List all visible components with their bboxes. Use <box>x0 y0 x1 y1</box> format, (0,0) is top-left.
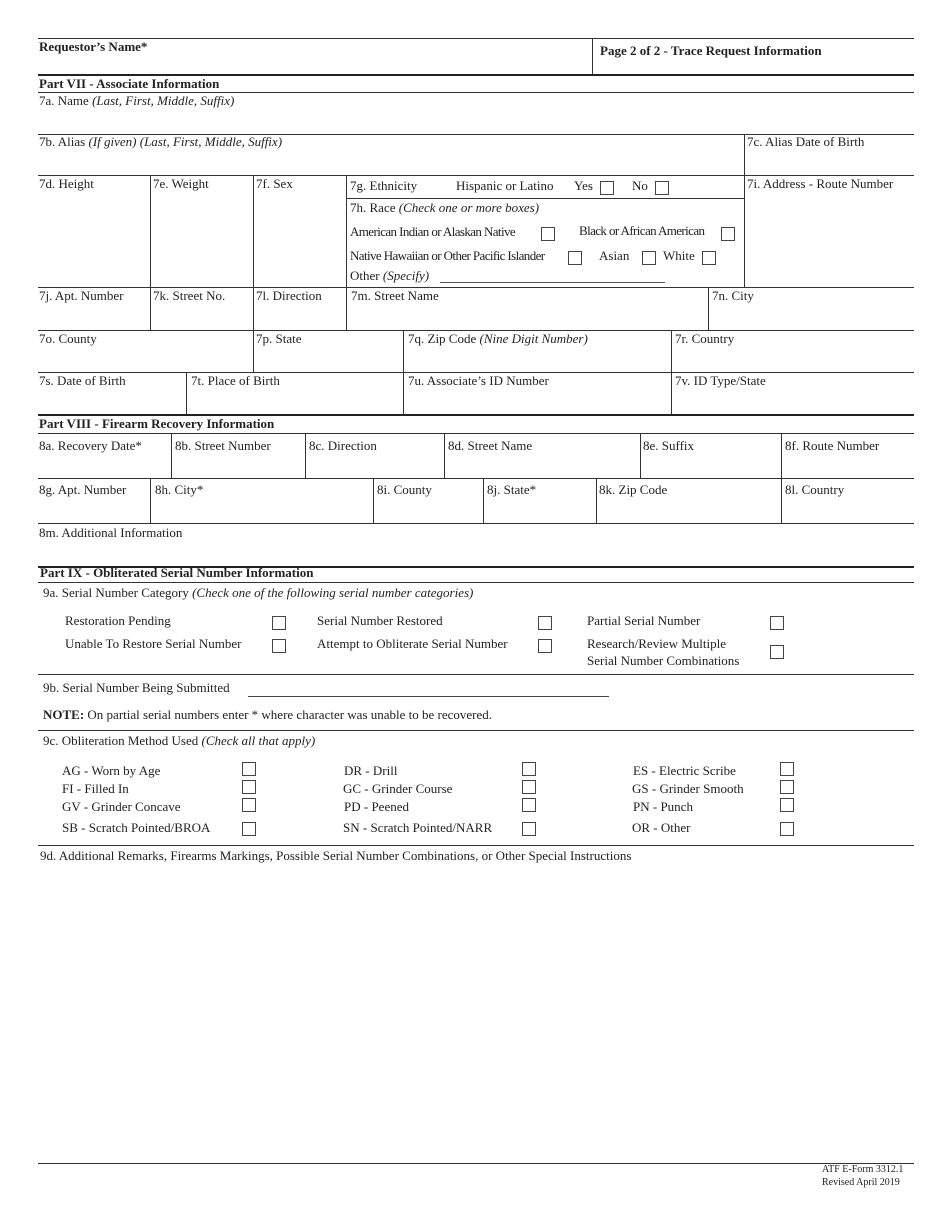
field-9c-hint: (Check all that apply) <box>201 733 316 748</box>
field-7b-input[interactable] <box>39 152 739 172</box>
field-7a-input[interactable] <box>39 110 909 132</box>
field-7b-hint-given: (If given) <box>88 134 137 149</box>
race-other-hint: (Specify) <box>382 268 430 283</box>
row-8m-rule <box>38 523 914 524</box>
method-gs-checkbox[interactable] <box>780 780 794 794</box>
row-9b-rule <box>38 674 914 675</box>
method-es-label: ES - Electric Scribe <box>633 763 736 778</box>
race-nhpi-label: Native Hawaiian or Other Pacific Islander <box>350 248 545 263</box>
field-7r-label: 7r. Country <box>675 331 735 346</box>
field-8e-input[interactable] <box>643 455 777 475</box>
note-text: On partial serial numbers enter * where character was unable to be recovered. <box>87 707 493 722</box>
field-7l-label: 7l. Direction <box>256 288 322 303</box>
row-9d-rule <box>38 845 914 846</box>
field-7r-input[interactable] <box>675 349 910 369</box>
field-8g-label: 8g. Apt. Number <box>39 482 127 497</box>
field-7q-number: 7q. Zip Code <box>408 331 477 346</box>
field-7a-hint: (Last, First, Middle, Suffix) <box>92 93 235 108</box>
field-7h-number: 7h. Race <box>350 200 396 215</box>
ethnicity-yes-label: Yes <box>574 178 593 193</box>
field-7b-hint: (Last, First, Middle, Suffix) <box>139 134 283 149</box>
part9-title: Part IX - Obliterated Serial Number Information <box>40 565 314 580</box>
part8-title-rule <box>38 433 914 434</box>
method-pd-label: PD - Peened <box>344 799 409 814</box>
field-7o-label: 7o. County <box>39 331 97 346</box>
field-7l-input[interactable] <box>256 306 342 328</box>
field-9a-hint: (Check one of the following serial number categories) <box>192 585 474 600</box>
row-7h-rule <box>346 198 744 199</box>
field-7m-label: 7m. Street Name <box>351 288 439 303</box>
col-8h-divider <box>150 478 151 523</box>
requestor-name-label: Requestor’s Name* <box>39 39 148 54</box>
field-7u-label: 7u. Associate’s ID Number <box>408 373 549 388</box>
field-7m-input[interactable] <box>351 306 703 328</box>
field-7e-label: 7e. Weight <box>153 176 209 191</box>
field-7p-input[interactable] <box>256 349 399 369</box>
method-pn-checkbox[interactable] <box>780 798 794 812</box>
cat-restored-checkbox[interactable] <box>538 616 552 630</box>
field-8j-input[interactable] <box>487 500 592 520</box>
race-black-checkbox[interactable] <box>721 227 735 241</box>
col-7p-divider <box>253 330 254 372</box>
page-indicator: Page 2 of 2 - Trace Request Information <box>600 43 822 58</box>
field-8j-label: 8j. State* <box>487 482 537 497</box>
col-7f-divider <box>253 175 254 330</box>
field-8c-input[interactable] <box>309 455 440 475</box>
col-8e-divider <box>640 433 641 478</box>
field-7n-label: 7n. City <box>712 288 754 303</box>
field-7q-label <box>408 332 588 345</box>
cat-attempt-label: Attempt to Obliterate Serial Number <box>317 636 508 651</box>
method-pd-checkbox[interactable] <box>522 798 536 812</box>
method-gv-label: GV - Grinder Concave <box>62 799 181 814</box>
cat-research-label-1: Research/Review Multiple <box>587 636 726 651</box>
cat-research-label-2: Serial Number Combinations <box>587 653 740 668</box>
note <box>43 708 492 721</box>
ethnicity-no-checkbox[interactable] <box>655 181 669 195</box>
field-9c-number: 9c. Obliteration Method Used <box>43 733 199 748</box>
method-pn-label: PN - Punch <box>633 799 693 814</box>
field-8l-input[interactable] <box>785 500 910 520</box>
field-7g-label: 7g. Ethnicity <box>350 178 418 193</box>
field-9d-label: 9d. Additional Remarks, Firearms Markings, Possible Serial Number Combinations, or Other Special Instructions <box>40 848 632 863</box>
field-8c-label: 8c. Direction <box>309 438 377 453</box>
cat-restoration-pending-checkbox[interactable] <box>272 616 286 630</box>
field-7t-input[interactable] <box>191 391 399 411</box>
field-7h-hint: (Check one or more boxes) <box>398 200 540 215</box>
field-9c-label <box>43 734 315 747</box>
field-8d-label: 8d. Street Name <box>448 438 533 453</box>
part7-title: Part VII - Associate Information <box>39 76 220 91</box>
cat-unable-label: Unable To Restore Serial Number <box>65 636 242 651</box>
header-divider <box>592 38 593 76</box>
method-or-label: OR - Other <box>632 820 691 835</box>
field-8f-input[interactable] <box>785 455 910 475</box>
field-8l-label: 8l. Country <box>785 482 845 497</box>
method-sb-label: SB - Scratch Pointed/BROA <box>62 820 211 835</box>
method-gs-label: GS - Grinder Smooth <box>632 781 744 796</box>
field-7j-input[interactable] <box>39 306 147 328</box>
col-8d-divider <box>444 433 445 478</box>
field-8i-label: 8i. County <box>377 482 432 497</box>
col-8c-divider <box>305 433 306 478</box>
field-7n-input[interactable] <box>712 306 910 328</box>
footer-rule <box>38 1163 914 1164</box>
header-top-rule <box>38 38 914 39</box>
field-8f-label: 8f. Route Number <box>785 438 880 453</box>
method-gv-checkbox[interactable] <box>242 798 256 812</box>
field-8e-label: 8e. Suffix <box>643 438 695 453</box>
col-8b-divider <box>171 433 172 478</box>
race-asian-checkbox[interactable] <box>642 251 656 265</box>
field-7s-input[interactable] <box>39 391 182 411</box>
method-ag-checkbox[interactable] <box>242 762 256 776</box>
col-8i-divider <box>373 478 374 523</box>
cat-attempt-checkbox[interactable] <box>538 639 552 653</box>
race-black-label: Black or African American <box>579 223 705 238</box>
field-9d-input[interactable] <box>39 868 911 1153</box>
field-8m-input[interactable] <box>39 543 909 563</box>
field-8i-input[interactable] <box>377 500 479 520</box>
col-7e-divider <box>150 175 151 330</box>
method-es-checkbox[interactable] <box>780 762 794 776</box>
field-7c-label: 7c. Alias Date of Birth <box>747 134 865 149</box>
field-7q-hint: (Nine Digit Number) <box>479 331 588 346</box>
field-7e-input[interactable] <box>153 195 249 283</box>
col-7t-divider <box>186 372 187 415</box>
col-7c-divider <box>744 134 745 287</box>
cat-restored-label: Serial Number Restored <box>317 613 443 628</box>
field-7a-label <box>39 94 234 107</box>
field-7f-input[interactable] <box>256 195 342 283</box>
field-7o-input[interactable] <box>39 349 249 369</box>
ethnicity-no-label: No <box>632 178 648 193</box>
race-aian-label: American Indian or Alaskan Native <box>350 224 516 239</box>
field-7s-label: 7s. Date of Birth <box>39 373 126 388</box>
method-dr-label: DR - Drill <box>344 763 398 778</box>
race-aian-checkbox[interactable] <box>541 227 555 241</box>
note-label: NOTE: <box>43 707 85 722</box>
field-7k-label: 7k. Street No. <box>153 288 226 303</box>
race-white-checkbox[interactable] <box>702 251 716 265</box>
field-9a-number: 9a. Serial Number Category <box>43 585 189 600</box>
field-7t-label: 7t. Place of Birth <box>191 373 280 388</box>
race-white-label: White <box>663 248 695 263</box>
col-8k-divider <box>596 478 597 523</box>
method-or-checkbox[interactable] <box>780 822 794 836</box>
field-7p-label: 7p. State <box>256 331 302 346</box>
method-sn-label: SN - Scratch Pointed/NARR <box>343 820 493 835</box>
field-7v-input[interactable] <box>675 391 910 411</box>
race-asian-label: Asian <box>599 248 630 263</box>
field-7a-number: 7a. Name <box>39 93 89 108</box>
field-9a-label <box>43 586 473 599</box>
race-other-label <box>350 269 429 282</box>
field-9b-input[interactable] <box>248 696 609 697</box>
field-8k-label: 8k. Zip Code <box>599 482 668 497</box>
field-7u-input[interactable] <box>408 391 667 411</box>
field-8b-label: 8b. Street Number <box>175 438 271 453</box>
field-7k-input[interactable] <box>153 306 249 328</box>
field-8a-label: 8a. Recovery Date* <box>39 438 142 453</box>
method-dr-checkbox[interactable] <box>522 762 536 776</box>
field-8h-input[interactable] <box>155 500 369 520</box>
form-number: ATF E-Form 3312.1 <box>822 1164 904 1175</box>
cat-research-checkbox[interactable] <box>770 645 784 659</box>
field-7b-number: 7b. Alias <box>39 134 86 149</box>
method-gc-label: GC - Grinder Course <box>343 781 453 796</box>
field-7q-input[interactable] <box>408 349 667 369</box>
race-nhpi-checkbox[interactable] <box>568 251 582 265</box>
field-9b-label: 9b. Serial Number Being Submitted <box>43 680 230 695</box>
row-9c-rule <box>38 730 914 731</box>
field-7f-label: 7f. Sex <box>256 176 293 191</box>
part9-title-rule <box>38 582 914 583</box>
cat-restoration-pending-label: Restoration Pending <box>65 613 171 628</box>
method-fi-label: FI - Filled In <box>62 781 129 796</box>
field-7i-input[interactable] <box>747 195 909 283</box>
field-8a-input[interactable] <box>39 455 167 475</box>
field-7d-input[interactable] <box>39 195 147 283</box>
race-other-specify-input[interactable] <box>440 282 665 283</box>
revision-date: Revised April 2019 <box>822 1177 900 1188</box>
cat-partial-label: Partial Serial Number <box>587 613 701 628</box>
field-8g-input[interactable] <box>39 500 146 520</box>
cat-unable-checkbox[interactable] <box>272 639 286 653</box>
field-7v-label: 7v. ID Type/State <box>675 373 766 388</box>
ethnicity-yes-checkbox[interactable] <box>600 181 614 195</box>
field-8m-label: 8m. Additional Information <box>39 525 183 540</box>
col-7n-divider <box>708 287 709 330</box>
method-gc-checkbox[interactable] <box>522 780 536 794</box>
hispanic-label: Hispanic or Latino <box>456 178 554 193</box>
method-sn-checkbox[interactable] <box>522 822 536 836</box>
method-fi-checkbox[interactable] <box>242 780 256 794</box>
field-7i-label: 7i. Address - Route Number <box>747 176 894 191</box>
col-8j-divider <box>483 478 484 523</box>
part8-title: Part VIII - Firearm Recovery Information <box>39 416 275 431</box>
method-ag-label: AG - Worn by Age <box>62 763 161 778</box>
requestor-name-field[interactable] <box>39 56 589 74</box>
field-7c-input[interactable] <box>747 152 909 172</box>
field-8b-input[interactable] <box>175 455 301 475</box>
field-7h-label <box>350 201 539 214</box>
field-8k-input[interactable] <box>599 500 777 520</box>
field-8h-label: 8h. City* <box>155 482 204 497</box>
field-7b-label <box>39 135 282 148</box>
field-7d-label: 7d. Height <box>39 176 94 191</box>
race-other-text: Other <box>350 268 380 283</box>
row-8g-rule <box>38 478 914 479</box>
field-7j-label: 7j. Apt. Number <box>39 288 124 303</box>
field-8d-input[interactable] <box>448 455 636 475</box>
cat-partial-checkbox[interactable] <box>770 616 784 630</box>
method-sb-checkbox[interactable] <box>242 822 256 836</box>
